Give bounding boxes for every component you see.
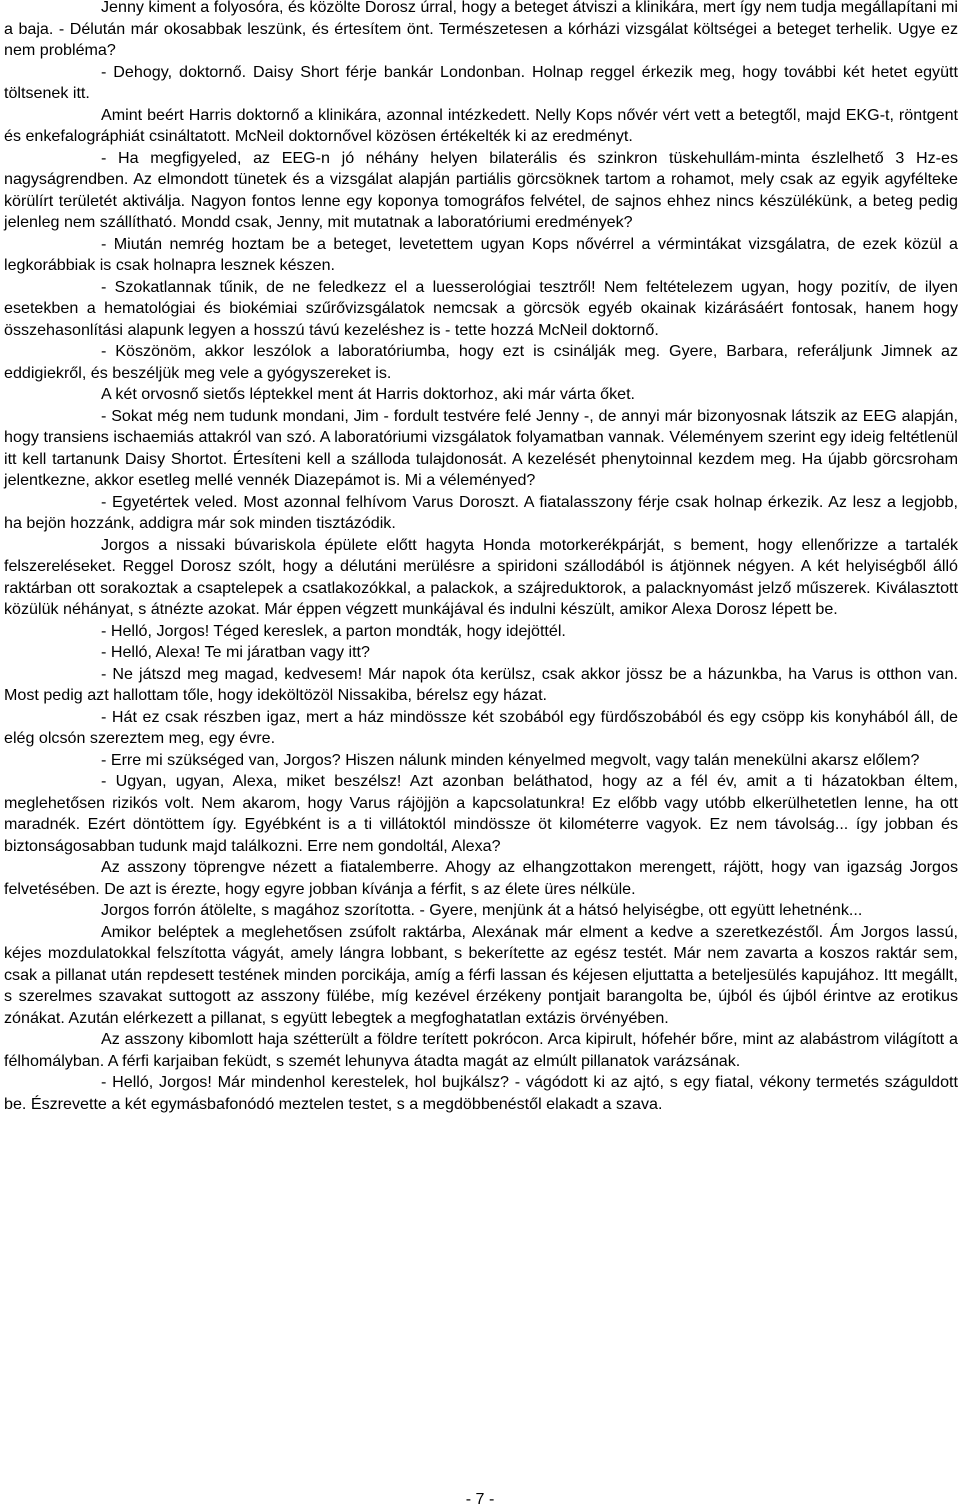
paragraph: Jorgos forrón átölelte, s magához szorította. - Gyere, menjünk át a hátsó helyiségbe, ott együtt lehetnénk... [101, 901, 863, 919]
paragraph: - Köszönöm, akkor leszólok a laboratóriumba, hogy ezt is csinálják meg. Gyere, Barbara, referáljunk Jimnek az eddigiekről, és beszéljük meg vele a gyógyszereket is. [4, 342, 958, 382]
paragraph: - Ne játszd meg magad, kedvesem! Már napok óta kerülsz, csak akkor jössz be a házunkba, ha Varus is otthon van. Most pedig azt hallottam tőle, hogy ideköltözöl Nissakiba, bérelsz egy házat. [4, 664, 958, 704]
paragraph: - Helló, Alexa! Te mi járatban vagy itt? [101, 643, 370, 661]
paragraph: - Miután nemrég hoztam be a beteget, levetettem ugyan Kops nővérrel a vérmintákat vizsgálatra, de ezek közül a legkorábbiak is csak holnapra lesznek készen. [4, 234, 958, 274]
paragraph: Az asszony töprengve nézett a fiatalemberre. Ahogy az elhangzottakon merengett, rájött, hogy van igazság Jorgos felvetésében. De azt is érezte, hogy egyre jobban kívánja a férfit, s az élete üres nélküle. [4, 858, 958, 898]
page-number: - 7 - [465, 1490, 495, 1508]
paragraph: - Erre mi szükséged van, Jorgos? Hiszen nálunk minden kényelmed megvolt, vagy talán menekülni akarsz előlem? [101, 750, 920, 769]
paragraph: - Hát ez csak részben igaz, mert a ház mindössze két szobából egy fürdőszobából és egy csöpp kis konyhából áll, de elég olcsón szereztem meg, egy évre. [4, 707, 958, 747]
paragraph: - Szokatlannak tűnik, de ne feledkezz el a luesserológiai tesztről! Nem feltételezem ugyan, hogy pozitív, de ilyen esetekben a hematológiai és biokémiai szűrővizsgálatok nemcsak a görcsök egyéb okainak kizárásáért fontosak, hanem hogy összehasonlítási alapunk legyen a hosszú távú kezeléshez is - tette hozzá McNeil doktornő. [4, 277, 958, 339]
paragraph: Az asszony kibomlott haja szétterült a földre terített pokrócon. Arca kipirult, hófehér bőre, mint az alabástrom világított a félhomályban. A férfi karjaiban feküdt, s szemét lehunyva átadta magát az elmúlt pillanatok varázsának. [4, 1030, 958, 1070]
paragraph: - Helló, Jorgos! Már mindenhol kerestelek, hol bujkálsz? - vágódott ki az ajtó, s egy fiatal, vékony termetés száguldott be. Észrevette a két egymásbafonódó meztelen testet, s a megdöbbenéstől elakadt a szava. [4, 1073, 958, 1113]
paragraph: - Ha megfigyeled, az EEG-n jó néhány helyen bilaterális és szinkron tüskehullám-minta észlelhető 3 Hz-es nagyságrendben. Az elmondott tünetek és a vizsgálat alapján partiális görcsöknek tartom a rohamot, mely csak az egyik agyféltеke körülírt területét aktiválja. Nagyon fontos lenne egy koponya tomográfos felvétel, de sajnos ehhez nincs készülékünk, a beteg pedig jelenleg nem szállítható. Mondd csak, Jenny, mit mutatnak a laboratóriumi eredmények? [4, 148, 958, 231]
paragraph: - Sokat még nem tudunk mondani, Jim - fordult testvére felé Jenny -, de annyi már bizonyosnak látszik az EEG alapján, hogy transiens ischaemiás attakról van szó. A laboratóriumi vizsgálatok folyamatban vannak. Véleményem szerint egy ideig feltétlenül itt kell tartanunk Daisy Shortot. Értesíteni kell a szálloda tulajdonosát. A kezelését phenytoinnal kezdem meg. Ha újabb görcsroham jelentkezne, akkor esetleg mellé vennék Diazepámot is. Mi a véleményed? [4, 406, 958, 489]
paragraph: A két orvosnő sietős léptekkel ment át Harris doktorhoz, aki már várta őket. [101, 385, 636, 403]
paragraph: Amikor beléptek a meglehetősen zsúfolt raktárba, Alexának már elment a kedve a szeretkezéstől. Ám Jorgos lassú, kéjes mozdulatokkal felszította vágyát, amely lángra lobbant, s bekerítette az egész testét. Már nem zavarta a koszos raktár sem, csak a pillanat után repdesett testének minden porcikája, amíg a férfi lassan és kéjesen eljuttatta a beteljesülés kapujához. Itt megállt, s szerelmes szavakat suttogott az asszony fülébe, míg kezével érzékeny pontjait barangolta be, újból és újból érintve az erotikus zónákat. Azután elérkezett a pillanat, s együtt lebegtek a megfoghatatlan extázis örvényében. [4, 922, 958, 1027]
paragraph: Amint beért Harris doktornő a klinikára, azonnal intézkedett. Nelly Kops nővér vért vett a betegtől, majd EKG-t, röntgent és enkefalográphiát csináltatott. McNeil doktornővel közösen értékelték ki az eredményt. [4, 105, 958, 145]
paragraph: - Dehogy, doktornő. Daisy Short férje bankár Londonban. Holnap reggel érkezik meg, hogy további két hetet együtt töltsenek itt. [4, 62, 958, 102]
paragraph: Jorgos a nissaki búvariskola épülete előtt hagyta Honda motorkerékpárját, s bement, hogy ellenőrizze a tartalék felszereléseket. Reggel Dorosz szólt, hogy a délutáni merülésre a spiridoni szállodából is átjönnek négyen. A két helyiségből álló raktárban ott sorakoztak a csaptelepek a csatlakozókkal, a palackok, a szájreduktorok, a palacknyomást jelző műszerek. Kiválasztott közülük néhányat, s átnézte azokat. Már éppen végzett munkájával és indulni készült, amikor Alexa Dorosz lépett be. [4, 535, 958, 618]
paragraph: Jenny kiment a folyosóra, és közölte Dorosz úrral, hogy a beteget átviszi a klinikára, mert így nem tudja megállapítani mi a baja. - Délután már okosabbak leszünk, és értesítem önt. Természetesen a kórházi vizsgálat költségei a beteget terhelik. Ugye ez nem probléma? [4, 0, 958, 59]
paragraph: - Helló, Jorgos! Téged kereslek, a parton mondták, hogy idejöttél. [101, 621, 566, 640]
document-page [4, 0, 958, 1115]
paragraph: - Ugyan, ugyan, Alexa, miket beszélsz! Azt azonban beláthatod, hogy az a fél év, amit a ti házatokban éltem, meglehetősen rizikós volt. Nem akarom, hogy Varus rájöjjön a kapcsolatunkra! Ez előbb vagy utóbb elkerülhetetlen lenne, ha ott maradnék. Ezért döntöttem így. Egyébként is a ti villátoktól mindössze öt kilométerre vagyok. Ez nem távolság... így jobban és biztonságosabban tudunk majd találkozni. Erre nem gondoltál, Alexa? [4, 772, 958, 855]
paragraph: - Egyetértek veled. Most azonnal felhívom Varus Doroszt. A fiatalasszony férje csak holnap érkezik. Az lesz a legjobb, ha bejön hozzánk, addigra már sok minden tisztázódik. [4, 492, 958, 532]
